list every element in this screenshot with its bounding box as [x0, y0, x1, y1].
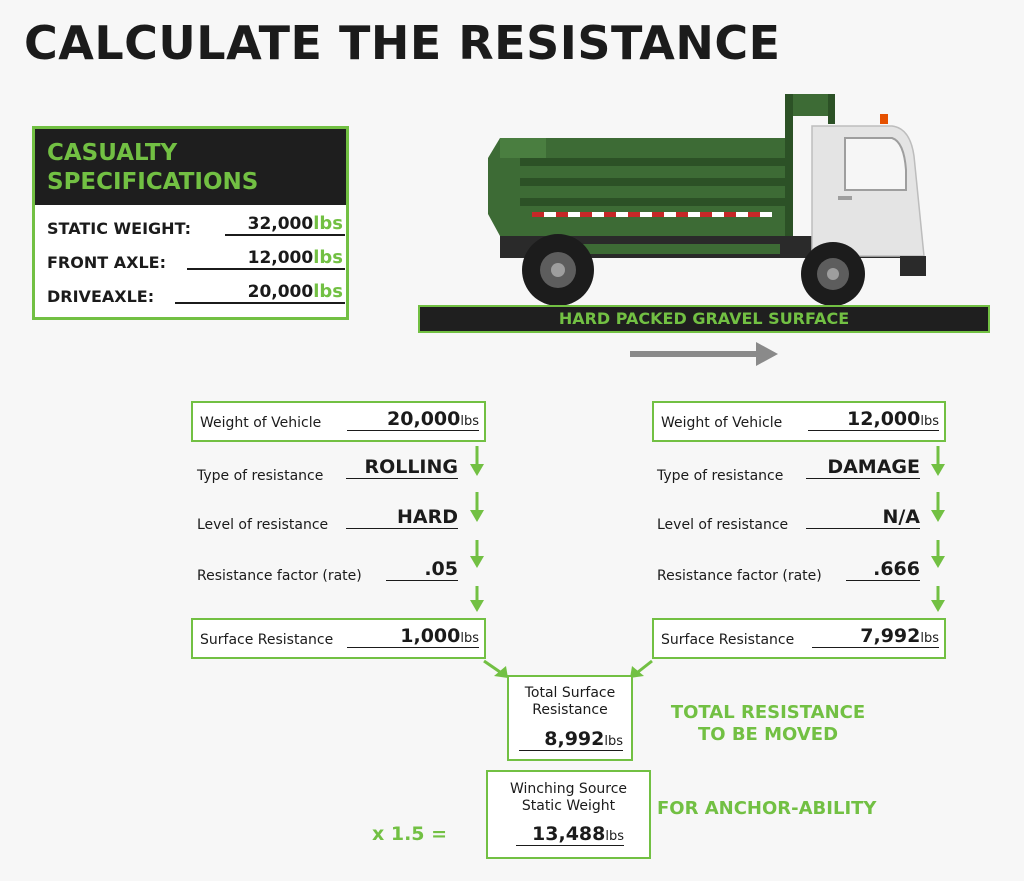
specifications-header-line2: SPECIFICATIONS [47, 169, 259, 195]
arrow-down-icon [470, 492, 484, 522]
anchor-ability-note: FOR ANCHOR-ABILITY [657, 798, 877, 819]
left-surface-value: 1,000lbs [347, 625, 479, 648]
right-type-label: Type of resistance [657, 468, 784, 484]
total-value: 8,992lbs [519, 728, 623, 751]
left-factor-label: Resistance factor (rate) [197, 568, 362, 584]
arrow-down-icon [931, 492, 945, 522]
left-type-value: ROLLING [346, 456, 458, 479]
winch-label: Winching Source Static Weight [509, 781, 628, 814]
left-level-value: HARD [346, 506, 458, 529]
total-resistance-note: TOTAL RESISTANCE TO BE MOVED [670, 702, 866, 745]
arrow-diagonal-icon [630, 661, 652, 678]
winch-value: 13,488lbs [516, 823, 624, 846]
arrow-down-icon [470, 540, 484, 568]
page-title: CALCULATE THE RESISTANCE [24, 16, 781, 70]
right-type-value: DAMAGE [806, 456, 920, 479]
left-type-label: Type of resistance [197, 468, 324, 484]
right-surface-label: Surface Resistance [661, 632, 795, 648]
right-factor-label: Resistance factor (rate) [657, 568, 822, 584]
right-weight-label: Weight of Vehicle [661, 415, 783, 431]
right-weight-value: 12,000lbs [808, 408, 939, 431]
arrow-down-icon [931, 540, 945, 568]
front-axle-label: FRONT AXLE: [47, 253, 166, 272]
left-weight-value: 20,000lbs [347, 408, 479, 431]
drive-axle-label: DRIVEAXLE: [47, 287, 155, 306]
arrow-down-icon [470, 586, 484, 612]
arrow-down-icon [470, 446, 484, 476]
left-factor-value: .05 [386, 558, 458, 581]
multiplier-label: x 1.5 = [372, 823, 448, 845]
static-weight-value: 32,000lbs [225, 213, 345, 236]
right-level-label: Level of resistance [657, 517, 789, 533]
drive-axle-value: 20,000lbs [175, 281, 345, 304]
right-surface-value: 7,992lbs [812, 625, 939, 648]
right-level-value: N/A [806, 506, 920, 529]
left-weight-label: Weight of Vehicle [200, 415, 322, 431]
right-factor-value: .666 [846, 558, 920, 581]
left-surface-label: Surface Resistance [200, 632, 334, 648]
total-surface-resistance-box [507, 675, 633, 761]
specifications-header-line1: CASUALTY [47, 140, 178, 166]
winching-source-box [486, 770, 651, 859]
left-level-label: Level of resistance [197, 517, 329, 533]
front-axle-value: 12,000lbs [187, 247, 345, 270]
gravel-surface-bar: HARD PACKED GRAVEL SURFACE [418, 305, 990, 333]
static-weight-label: STATIC WEIGHT: [47, 219, 192, 238]
total-label: Total Surface Resistance [524, 685, 616, 718]
arrow-down-icon [931, 586, 945, 612]
arrow-diagonal-icon [484, 661, 508, 678]
arrow-down-icon [931, 446, 945, 476]
